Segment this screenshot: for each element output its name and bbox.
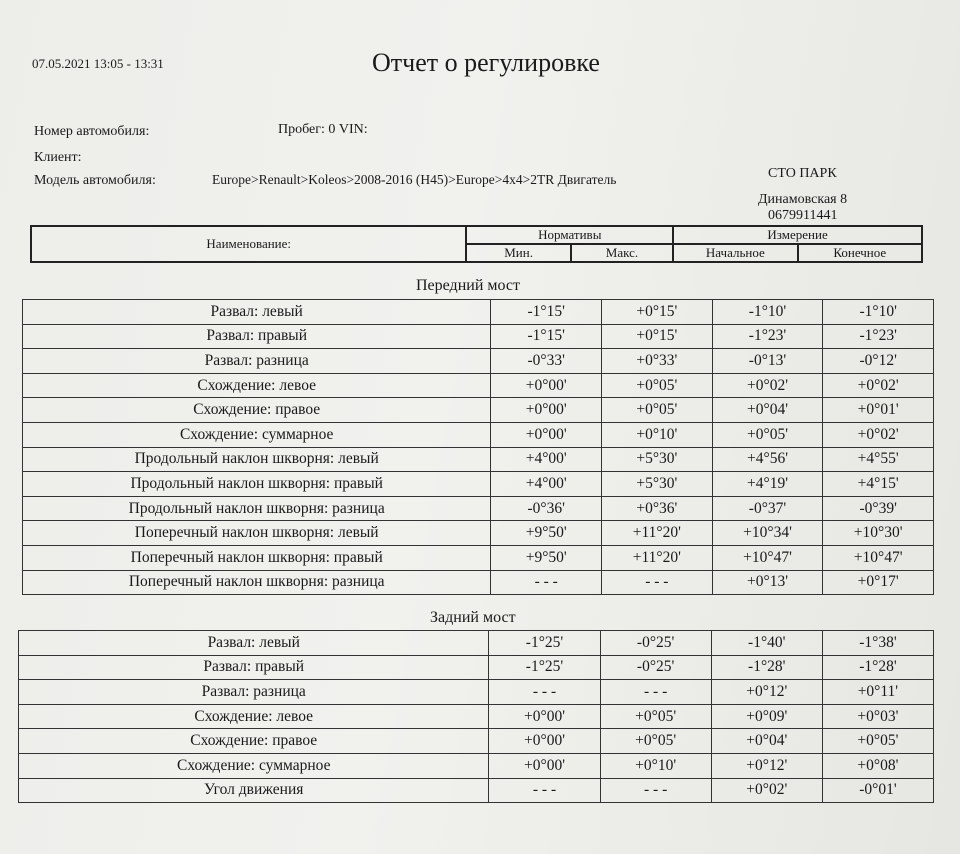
row-max: +0°10' bbox=[602, 422, 713, 447]
row-min: +9°50' bbox=[491, 545, 602, 570]
table-row bbox=[23, 447, 934, 472]
front-axle-title: Передний мост bbox=[416, 277, 520, 294]
row-name: Схождение: левое bbox=[23, 373, 491, 398]
column-measurement-header: Измерение bbox=[673, 226, 922, 244]
row-final: +4°55' bbox=[823, 447, 934, 472]
table-row bbox=[19, 753, 934, 778]
table-row bbox=[19, 655, 934, 680]
row-final: +0°02' bbox=[823, 373, 934, 398]
row-min: +4°00' bbox=[491, 447, 602, 472]
table-row bbox=[19, 704, 934, 729]
rear-axle-table bbox=[18, 630, 934, 803]
row-name: Продольный наклон шкворня: разница bbox=[23, 496, 491, 521]
table-row bbox=[23, 398, 934, 423]
row-name: Развал: разница bbox=[23, 349, 491, 374]
row-name: Схождение: правое bbox=[23, 398, 491, 423]
column-min-header: Мин. bbox=[466, 244, 570, 262]
shop-phone: 0679911441 bbox=[768, 208, 838, 223]
row-initial: +0°05' bbox=[712, 422, 823, 447]
table-row bbox=[23, 349, 934, 374]
row-initial: +10°47' bbox=[712, 545, 823, 570]
row-max: - - - bbox=[602, 570, 713, 595]
table-row bbox=[23, 472, 934, 497]
row-min: +0°00' bbox=[491, 422, 602, 447]
table-row bbox=[23, 324, 934, 349]
row-name: Развал: разница bbox=[19, 680, 489, 705]
row-min: - - - bbox=[489, 778, 600, 803]
row-max: - - - bbox=[600, 778, 711, 803]
row-name: Схождение: суммарное bbox=[19, 753, 489, 778]
column-name-header: Наименование: bbox=[31, 226, 466, 262]
row-initial: -0°37' bbox=[712, 496, 823, 521]
row-min: +0°00' bbox=[489, 753, 600, 778]
row-name: Продольный наклон шкворня: левый bbox=[23, 447, 491, 472]
row-initial: +0°04' bbox=[711, 729, 822, 754]
row-final: +0°11' bbox=[822, 680, 933, 705]
row-min: +0°00' bbox=[491, 398, 602, 423]
row-min: +9°50' bbox=[491, 521, 602, 546]
row-max: +0°05' bbox=[600, 704, 711, 729]
row-initial: +0°12' bbox=[711, 753, 822, 778]
row-max: -0°25' bbox=[600, 631, 711, 656]
rear-axle-title: Задний мост bbox=[430, 609, 516, 626]
row-min: -1°25' bbox=[489, 631, 600, 656]
car-number-label: Номер автомобиля: bbox=[34, 124, 150, 139]
row-name: Угол движения bbox=[19, 778, 489, 803]
row-max: +0°36' bbox=[602, 496, 713, 521]
rear-axle-rows bbox=[19, 631, 934, 803]
table-row bbox=[23, 496, 934, 521]
front-axle-table bbox=[22, 299, 934, 595]
row-max: +0°10' bbox=[600, 753, 711, 778]
row-min: +0°00' bbox=[489, 729, 600, 754]
column-initial-header: Начальное bbox=[673, 244, 797, 262]
row-final: +10°30' bbox=[823, 521, 934, 546]
shop-name: СТО ПАРК bbox=[768, 166, 837, 181]
row-max: +5°30' bbox=[602, 447, 713, 472]
row-initial: -1°28' bbox=[711, 655, 822, 680]
table-row bbox=[19, 729, 934, 754]
row-name: Поперечный наклон шкворня: правый bbox=[23, 545, 491, 570]
row-initial: +0°02' bbox=[712, 373, 823, 398]
row-final: +4°15' bbox=[823, 472, 934, 497]
row-initial: -0°13' bbox=[712, 349, 823, 374]
row-min: +4°00' bbox=[491, 472, 602, 497]
row-min: - - - bbox=[489, 680, 600, 705]
row-final: -1°23' bbox=[823, 324, 934, 349]
row-min: -1°25' bbox=[489, 655, 600, 680]
row-final: +10°47' bbox=[823, 545, 934, 570]
row-initial: +4°56' bbox=[712, 447, 823, 472]
row-name: Развал: левый bbox=[19, 631, 489, 656]
table-row bbox=[23, 373, 934, 398]
row-final: +0°03' bbox=[822, 704, 933, 729]
row-final: -1°38' bbox=[822, 631, 933, 656]
row-final: +0°17' bbox=[823, 570, 934, 595]
column-header-table bbox=[30, 225, 923, 263]
row-max: +0°05' bbox=[602, 398, 713, 423]
table-row bbox=[23, 570, 934, 595]
table-row bbox=[19, 778, 934, 803]
row-min: - - - bbox=[491, 570, 602, 595]
row-max: -0°25' bbox=[600, 655, 711, 680]
mileage-vin-label: Пробег: 0 VIN: bbox=[278, 122, 368, 137]
row-final: +0°02' bbox=[823, 422, 934, 447]
column-norms-header: Нормативы bbox=[466, 226, 673, 244]
row-name: Развал: левый bbox=[23, 300, 491, 325]
row-max: +11°20' bbox=[602, 521, 713, 546]
table-row bbox=[19, 631, 934, 656]
column-final-header: Конечное bbox=[798, 244, 922, 262]
row-max: +0°33' bbox=[602, 349, 713, 374]
row-name: Развал: правый bbox=[19, 655, 489, 680]
row-max: +0°05' bbox=[602, 373, 713, 398]
shop-address: Динамовская 8 bbox=[758, 192, 848, 207]
front-axle-rows bbox=[23, 300, 934, 595]
row-name: Схождение: суммарное bbox=[23, 422, 491, 447]
row-initial: +0°13' bbox=[712, 570, 823, 595]
client-label: Клиент: bbox=[34, 150, 82, 165]
row-min: -0°33' bbox=[491, 349, 602, 374]
model-label: Модель автомобиля: bbox=[34, 173, 156, 188]
row-final: -1°28' bbox=[822, 655, 933, 680]
row-max: +0°15' bbox=[602, 300, 713, 325]
row-max: +5°30' bbox=[602, 472, 713, 497]
row-initial: +4°19' bbox=[712, 472, 823, 497]
row-initial: -1°40' bbox=[711, 631, 822, 656]
row-final: -0°01' bbox=[822, 778, 933, 803]
row-min: -1°15' bbox=[491, 300, 602, 325]
report-timestamp: 07.05.2021 13:05 - 13:31 bbox=[32, 56, 164, 71]
row-name: Поперечный наклон шкворня: левый bbox=[23, 521, 491, 546]
row-initial: +0°04' bbox=[712, 398, 823, 423]
row-name: Поперечный наклон шкворня: разница bbox=[23, 570, 491, 595]
row-min: -1°15' bbox=[491, 324, 602, 349]
row-initial: +0°09' bbox=[711, 704, 822, 729]
row-final: -0°12' bbox=[823, 349, 934, 374]
row-name: Схождение: левое bbox=[19, 704, 489, 729]
column-max-header: Макс. bbox=[571, 244, 673, 262]
row-min: +0°00' bbox=[489, 704, 600, 729]
row-name: Развал: правый bbox=[23, 324, 491, 349]
row-initial: -1°23' bbox=[712, 324, 823, 349]
row-initial: +0°02' bbox=[711, 778, 822, 803]
row-final: -0°39' bbox=[823, 496, 934, 521]
table-row bbox=[23, 545, 934, 570]
row-min: +0°00' bbox=[491, 373, 602, 398]
table-row bbox=[23, 422, 934, 447]
row-final: +0°05' bbox=[822, 729, 933, 754]
row-min: -0°36' bbox=[491, 496, 602, 521]
row-initial: +10°34' bbox=[712, 521, 823, 546]
row-max: - - - bbox=[600, 680, 711, 705]
row-max: +0°05' bbox=[600, 729, 711, 754]
row-max: +0°15' bbox=[602, 324, 713, 349]
table-row bbox=[19, 680, 934, 705]
model-value: Europe>Renault>Koleos>2008-2016 (H45)>Europe>4x4>2TR Двигатель bbox=[212, 172, 617, 187]
report-title: Отчет о регулировке bbox=[372, 48, 600, 77]
row-initial: -1°10' bbox=[712, 300, 823, 325]
table-row bbox=[23, 521, 934, 546]
row-final: +0°01' bbox=[823, 398, 934, 423]
table-row bbox=[23, 300, 934, 325]
row-final: +0°08' bbox=[822, 753, 933, 778]
row-initial: +0°12' bbox=[711, 680, 822, 705]
row-final: -1°10' bbox=[823, 300, 934, 325]
row-name: Продольный наклон шкворня: правый bbox=[23, 472, 491, 497]
row-name: Схождение: правое bbox=[19, 729, 489, 754]
row-max: +11°20' bbox=[602, 545, 713, 570]
